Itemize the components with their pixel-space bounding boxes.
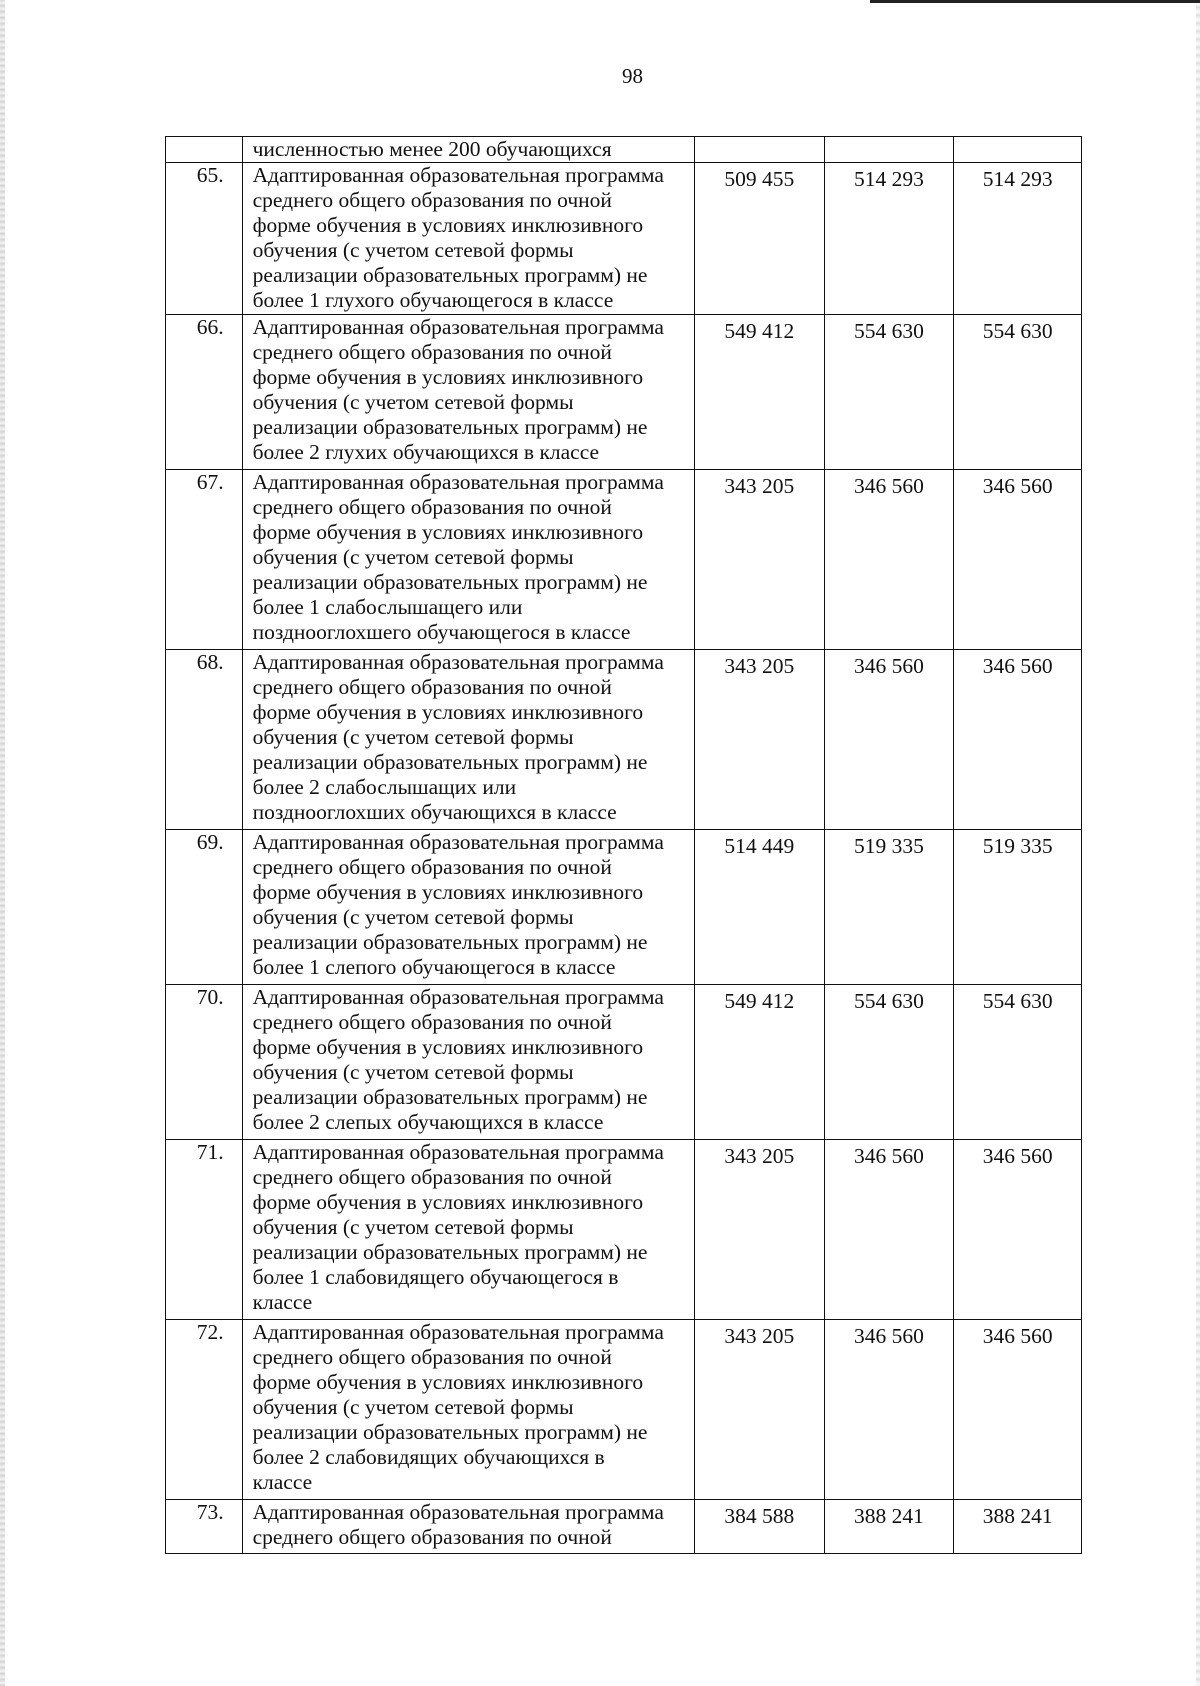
table-row (166, 315, 1082, 470)
row-value-2: 346 560 (824, 1140, 954, 1320)
row-value-1: 549 412 (694, 315, 824, 470)
row-value-2: 346 560 (824, 650, 954, 830)
scan-edge-right (1196, 0, 1200, 1686)
row-number: 65. (166, 163, 243, 315)
row-value-3: 346 560 (954, 650, 1082, 830)
table-row (166, 470, 1082, 650)
row-number: 72. (166, 1320, 243, 1500)
table-row (166, 650, 1082, 830)
row-value-2: 388 241 (824, 1500, 954, 1554)
row-number: 71. (166, 1140, 243, 1320)
row-value-1: 343 205 (694, 1140, 824, 1320)
row-value-1 (694, 137, 824, 163)
row-value-3: 346 560 (954, 1320, 1082, 1500)
row-description: Адаптированная образовательная программа среднего общего образования по очной (242, 1500, 694, 1554)
row-description: Адаптированная образовательная программа среднего общего образования по очной форме обучения в условиях инклюзивного обучения (с учетом сетевой формы реализации образовательных программ) не более 2 глухих обучающихся в классе (242, 315, 694, 470)
row-value-1: 549 412 (694, 985, 824, 1140)
row-value-1: 509 455 (694, 163, 824, 315)
row-value-1: 343 205 (694, 1320, 824, 1500)
table-row (166, 985, 1082, 1140)
row-value-2: 519 335 (824, 830, 954, 985)
row-value-2: 346 560 (824, 470, 954, 650)
row-value-3: 554 630 (954, 315, 1082, 470)
row-value-1: 384 588 (694, 1500, 824, 1554)
budget-table (165, 136, 1082, 1554)
row-number: 68. (166, 650, 243, 830)
row-value-1: 343 205 (694, 650, 824, 830)
row-number: 73. (166, 1500, 243, 1554)
table-row (166, 1500, 1082, 1554)
row-value-2: 346 560 (824, 1320, 954, 1500)
row-description: Адаптированная образовательная программа среднего общего образования по очной форме обучения в условиях инклюзивного обучения (с учетом сетевой формы реализации образовательных программ) не более 2 слабовидящих обучающихся в классе (242, 1320, 694, 1500)
row-number-cell (166, 137, 243, 163)
table-row (166, 1320, 1082, 1500)
row-number: 70. (166, 985, 243, 1140)
top-rule (870, 0, 1200, 3)
table-row (166, 1140, 1082, 1320)
row-value-3: 554 630 (954, 985, 1082, 1140)
row-value-3: 514 293 (954, 163, 1082, 315)
row-description: Адаптированная образовательная программа среднего общего образования по очной форме обучения в условиях инклюзивного обучения (с учетом сетевой формы реализации образовательных программ) не более 1 слепого обучающегося в классе (242, 830, 694, 985)
row-number: 66. (166, 315, 243, 470)
row-value-2 (824, 137, 954, 163)
table-row (166, 830, 1082, 985)
row-description: Адаптированная образовательная программа среднего общего образования по очной форме обучения в условиях инклюзивного обучения (с учетом сетевой формы реализации образовательных программ) не более 1 глухого обучающегося в классе (242, 163, 694, 315)
page-number: 98 (622, 64, 643, 88)
row-number: 69. (166, 830, 243, 985)
scan-edge-left (0, 0, 5, 1686)
row-value-3: 346 560 (954, 1140, 1082, 1320)
table-row-continued (166, 137, 1082, 163)
row-description: Адаптированная образовательная программа среднего общего образования по очной форме обучения в условиях инклюзивного обучения (с учетом сетевой формы реализации образовательных программ) не более 1 слабовидящего обучающегося в классе (242, 1140, 694, 1320)
row-description: Адаптированная образовательная программа среднего общего образования по очной форме обучения в условиях инклюзивного обучения (с учетом сетевой формы реализации образовательных программ) не более 2 слабослышащих или позднооглохших обучающихся в классе (242, 650, 694, 830)
row-value-3 (954, 137, 1082, 163)
row-value-2: 554 630 (824, 315, 954, 470)
row-value-1: 514 449 (694, 830, 824, 985)
row-description: Адаптированная образовательная программа среднего общего образования по очной форме обучения в условиях инклюзивного обучения (с учетом сетевой формы реализации образовательных программ) не более 2 слепых обучающихся в классе (242, 985, 694, 1140)
row-number: 67. (166, 470, 243, 650)
row-value-3: 519 335 (954, 830, 1082, 985)
row-value-1: 343 205 (694, 470, 824, 650)
table-row (166, 163, 1082, 315)
row-value-3: 388 241 (954, 1500, 1082, 1554)
row-value-2: 554 630 (824, 985, 954, 1140)
row-description: Адаптированная образовательная программа среднего общего образования по очной форме обучения в условиях инклюзивного обучения (с учетом сетевой формы реализации образовательных программ) не более 1 слабослышащего или позднооглохшего обучающегося в классе (242, 470, 694, 650)
row-value-2: 514 293 (824, 163, 954, 315)
row-description: численностью менее 200 обучающихся (242, 137, 694, 163)
row-value-3: 346 560 (954, 470, 1082, 650)
